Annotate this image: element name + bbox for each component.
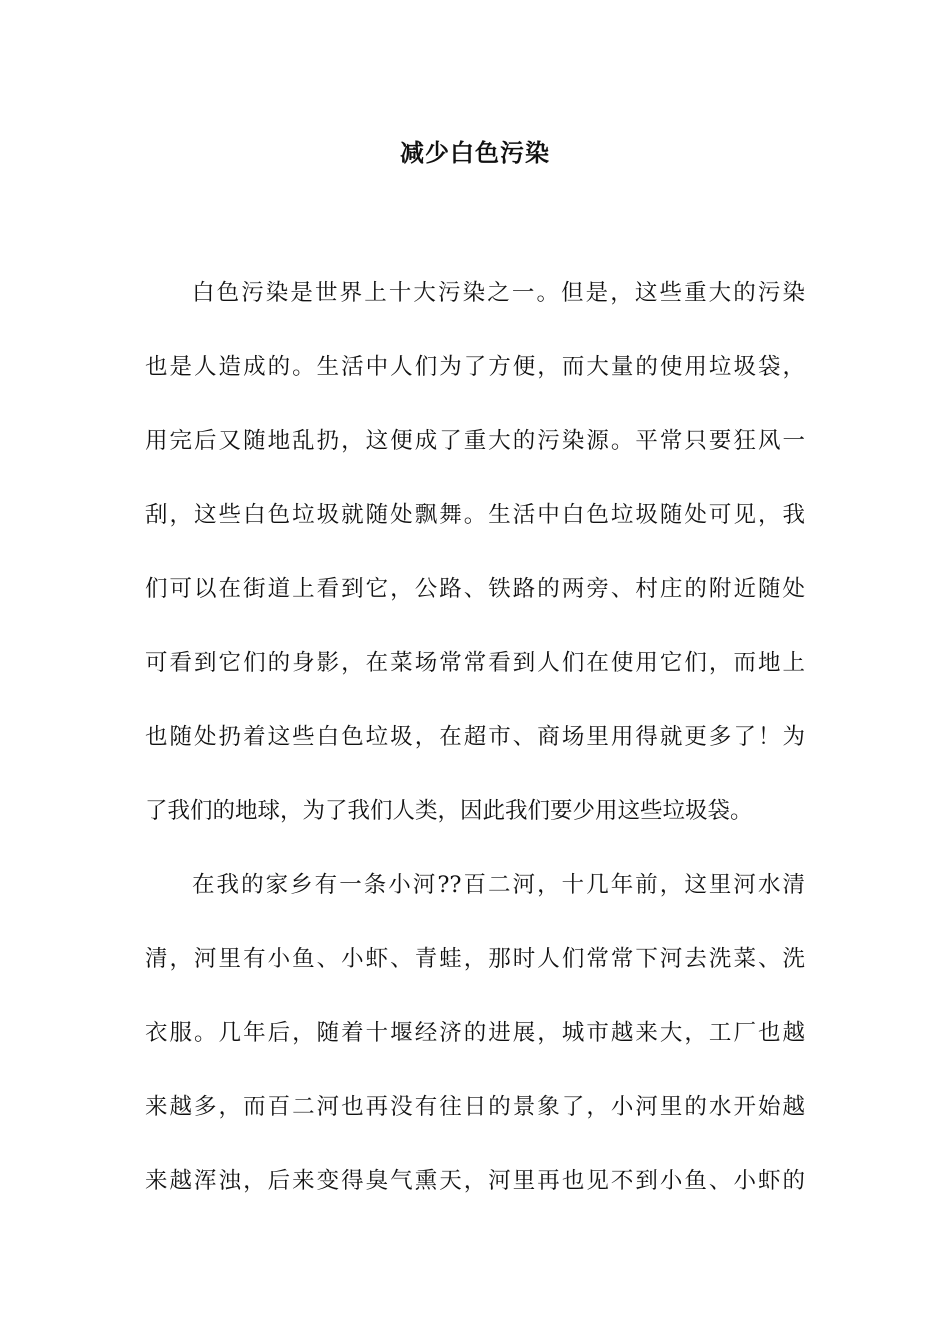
paragraph-line: 刮，这些白色垃圾就随处飘舞。生活中白色垃圾随处可见，我 bbox=[145, 502, 805, 528]
paragraph-line: 也随处扔着这些白色垃圾，在超市、商场里用得就更多了！为 bbox=[145, 724, 805, 750]
paragraph-2 bbox=[145, 848, 805, 1218]
paragraph-line: 在我的家乡有一条小河??百二河，十几年前，这里河水清 bbox=[192, 872, 805, 898]
paragraph-line: 来越浑浊，后来变得臭气熏天，河里再也见不到小鱼、小虾的 bbox=[145, 1168, 805, 1194]
paragraph-line: 用完后又随地乱扔，这便成了重大的污染源。平常只要狂风一 bbox=[145, 428, 805, 454]
paragraph-line: 了我们的地球，为了我们人类，因此我们要少用这些垃圾袋。 bbox=[145, 798, 753, 824]
paragraph-line: 也是人造成的。生活中人们为了方便，而大量的使用垃圾袋， bbox=[145, 354, 805, 380]
paragraph-line: 衣服。几年后，随着十堰经济的进展，城市越来大，工厂也越 bbox=[145, 1020, 805, 1046]
document-title: 减少白色污染 bbox=[400, 138, 550, 167]
paragraph-1 bbox=[145, 256, 805, 848]
document-body bbox=[145, 256, 805, 1218]
paragraph-line: 白色污染是世界上十大污染之一。但是，这些重大的污染 bbox=[192, 280, 805, 306]
paragraph-line: 来越多，而百二河也再没有往日的景象了，小河里的水开始越 bbox=[145, 1094, 805, 1120]
paragraph-line: 可看到它们的身影，在菜场常常看到人们在使用它们，而地上 bbox=[145, 650, 805, 676]
paragraph-line: 们可以在街道上看到它，公路、铁路的两旁、村庄的附近随处 bbox=[145, 576, 805, 602]
paragraph-line: 清，河里有小鱼、小虾、青蛙，那时人们常常下河去洗菜、洗 bbox=[145, 946, 805, 972]
